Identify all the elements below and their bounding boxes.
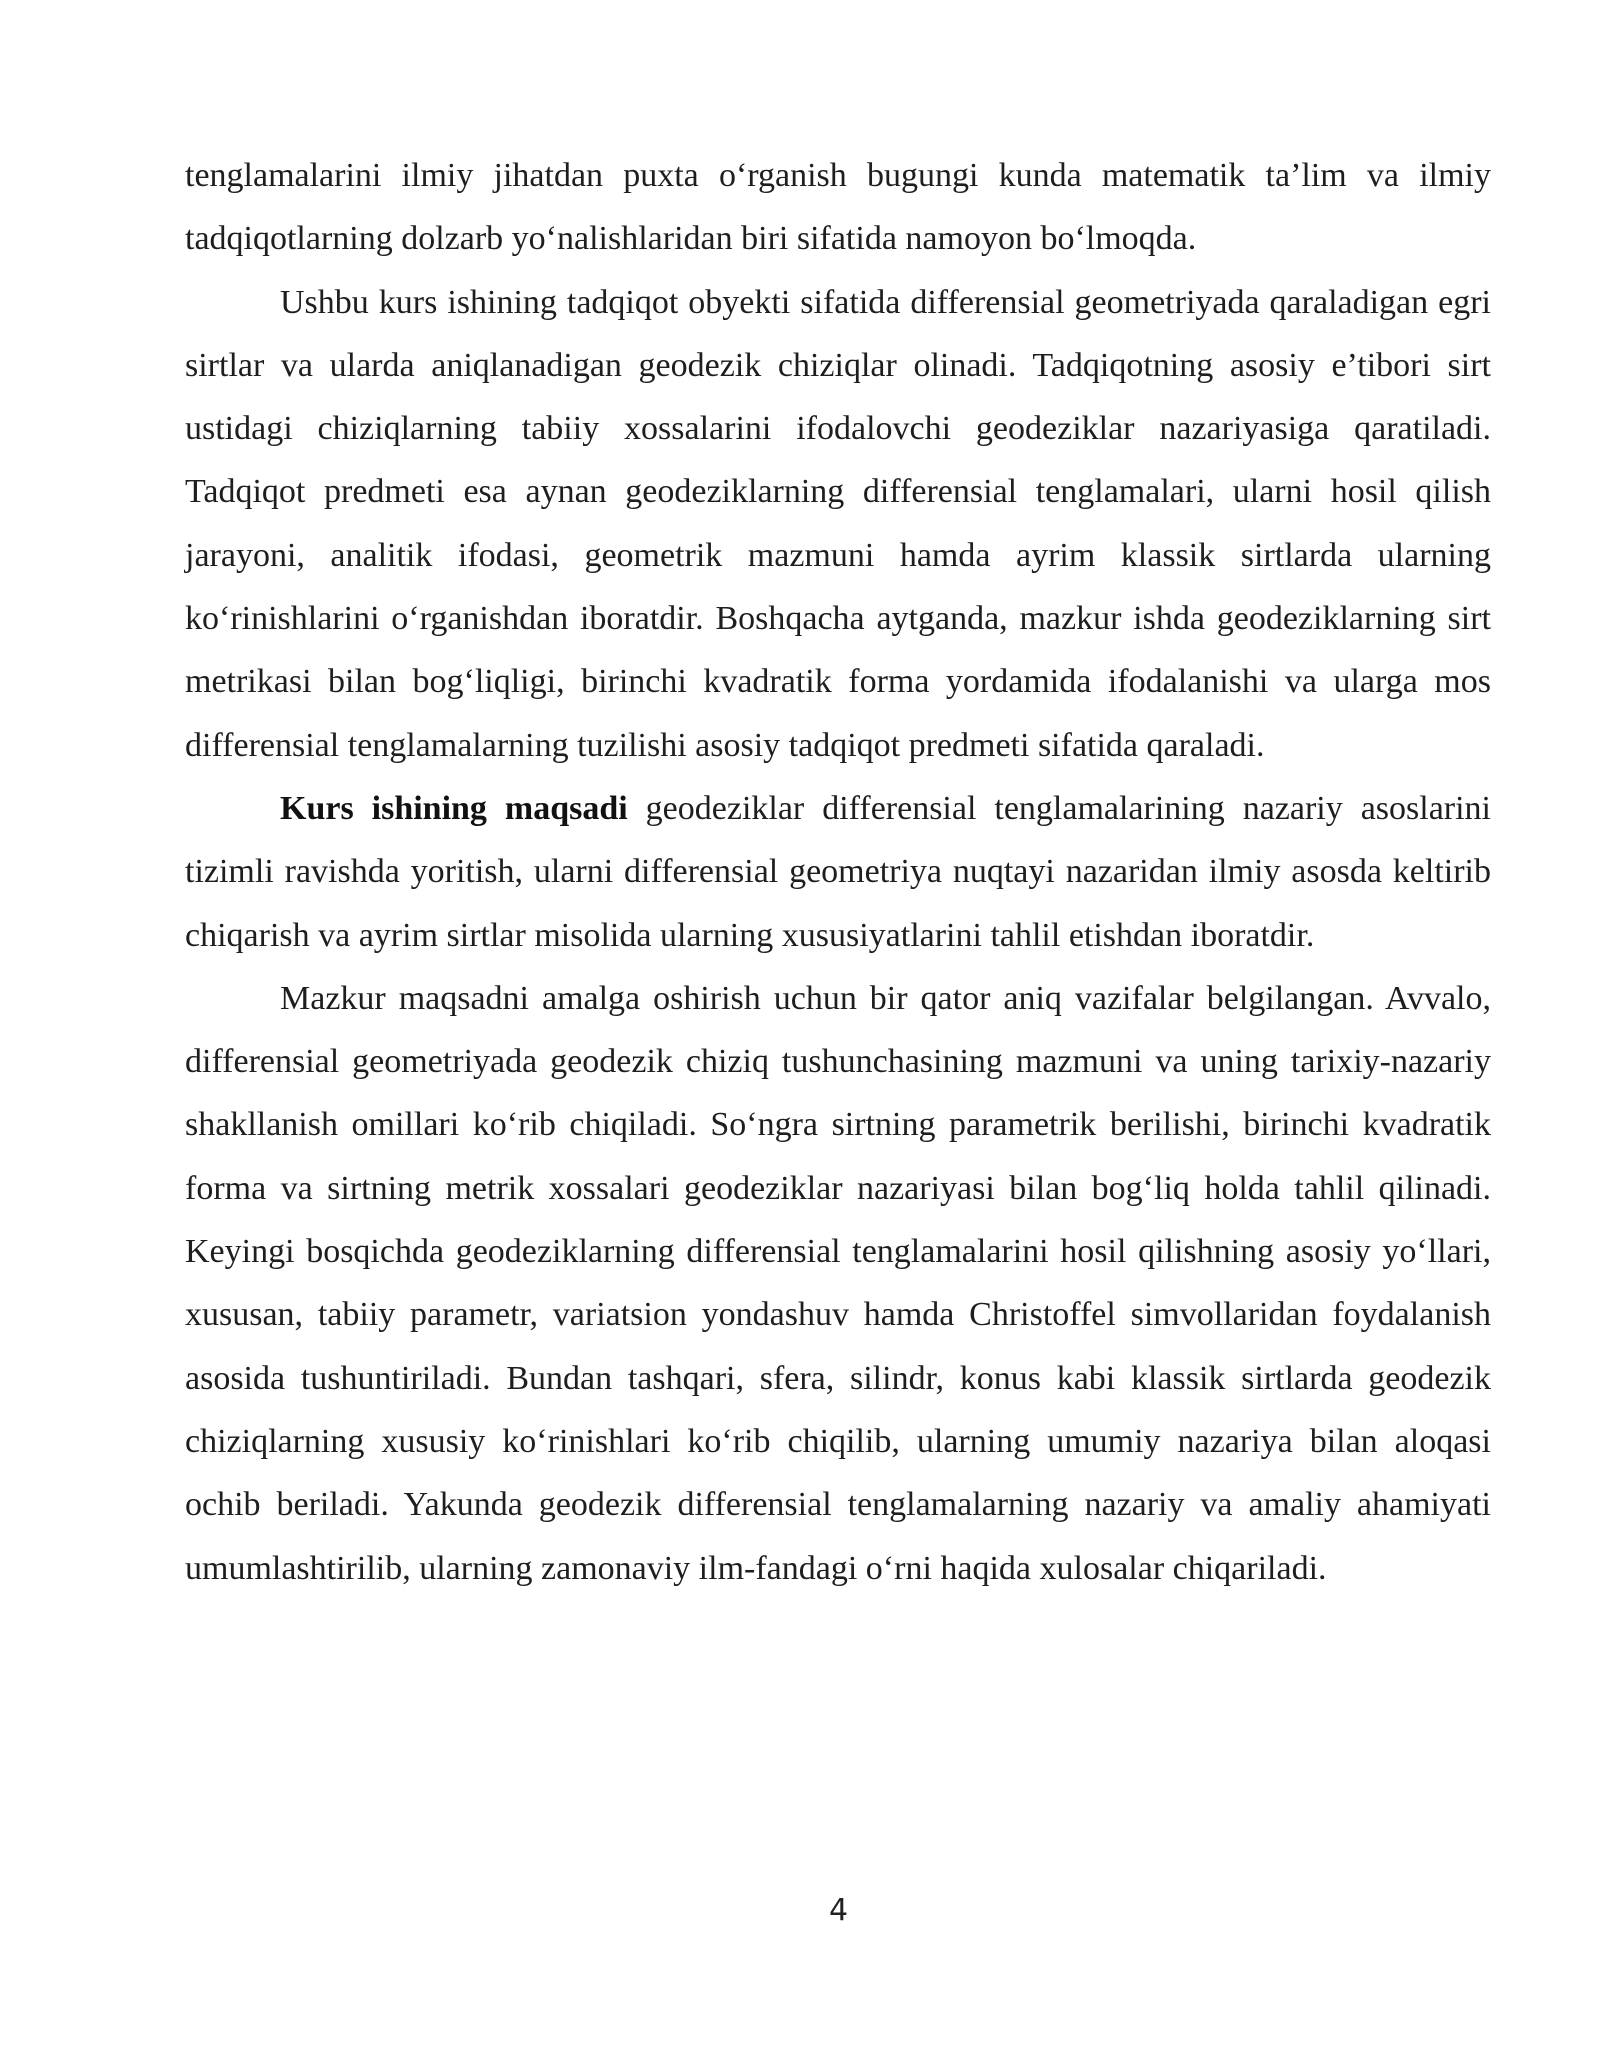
course-goal-heading: Kurs ishining maqsadi xyxy=(280,789,628,827)
page-number: 4 xyxy=(828,1893,849,1928)
paragraph-research-object: Ushbu kurs ishining tadqiqot obyekti sifatida differensial geometriyada qaraladigan egri sirtlar va ularda aniqlanadigan geodezik chiziqlar olinadi. Tadqiqotning asosiy e’tibori sirt ustidagi chiziqlarning tabiiy xossalarini ifodalovchi geodeziklar nazariyasiga qaratiladi. Tadqiqot predmeti esa aynan geodeziklarning differensial tenglamalari, ularni hosil qilish jarayoni, analitik ifodasi, geometrik mazmuni hamda ayrim klassik sirtlarda ularning ko‘rinishlarini o‘rganishdan iboratdir. Boshqacha aytganda, mazkur ishda geodeziklarning sirt metrikasi bilan bog‘liqligi, birinchi kvadratik forma yordamida ifodalanishi va ularga mos differensial tenglamalarning tuzilishi asosiy tadqiqot predmeti sifatida qaraladi. xyxy=(185,283,1491,764)
body-text xyxy=(185,144,1491,1600)
paragraph-course-goal xyxy=(185,777,1491,967)
course-goal-text: geodeziklar differensial tenglamalarining nazariy asoslarini tizimli ravishda yoritish, ularni differensial geometriya nuqtayi nazaridan ilmiy asosda keltirib chiqarish va ayrim sirtlar misolida ularning xususiyatlarini tahlil etishdan iboratdir. xyxy=(185,789,1492,954)
paragraph-tasks: Mazkur maqsadni amalga oshirish uchun bir qator aniq vazifalar belgilangan. Avvalo, differensial geometriyada geodezik chiziq tushunchasining mazmuni va uning tarixiy-nazariy shakllanish omillari ko‘rib chiqiladi. So‘ngra sirtning parametrik berilishi, birinchi kvadratik forma va sirtning metrik xossalari geodeziklar nazariyasi bilan bog‘liq holda tahlil qilinadi. Keyingi bosqichda geodeziklarning differensial tenglamalarini hosil qilishning asosiy yo‘llari, xususan, tabiiy parametr, variatsion yondashuv hamda Christoffel simvollaridan foydalanish asosida tushuntiriladi. Bundan tashqari, sfera, silindr, konus kabi klassik sirtlarda geodezik chiziqlarning xususiy ko‘rinishlari ko‘rib chiqilib, ularning umumiy nazariya bilan aloqasi ochib beriladi. Yakunda geodezik differensial tenglamalarning nazariy va amaliy ahamiyati umumlashtirilib, ularning zamonaviy ilm-fandagi o‘rni haqida xulosalar chiqariladi. xyxy=(185,979,1491,1587)
paragraph-continuation: tenglamalarini ilmiy jihatdan puxta o‘rganish bugungi kunda matematik ta’lim va ilmiy tadqiqotlarning dolzarb yo‘nalishlaridan biri sifatida namoyon bo‘lmoqda. xyxy=(185,157,1491,258)
